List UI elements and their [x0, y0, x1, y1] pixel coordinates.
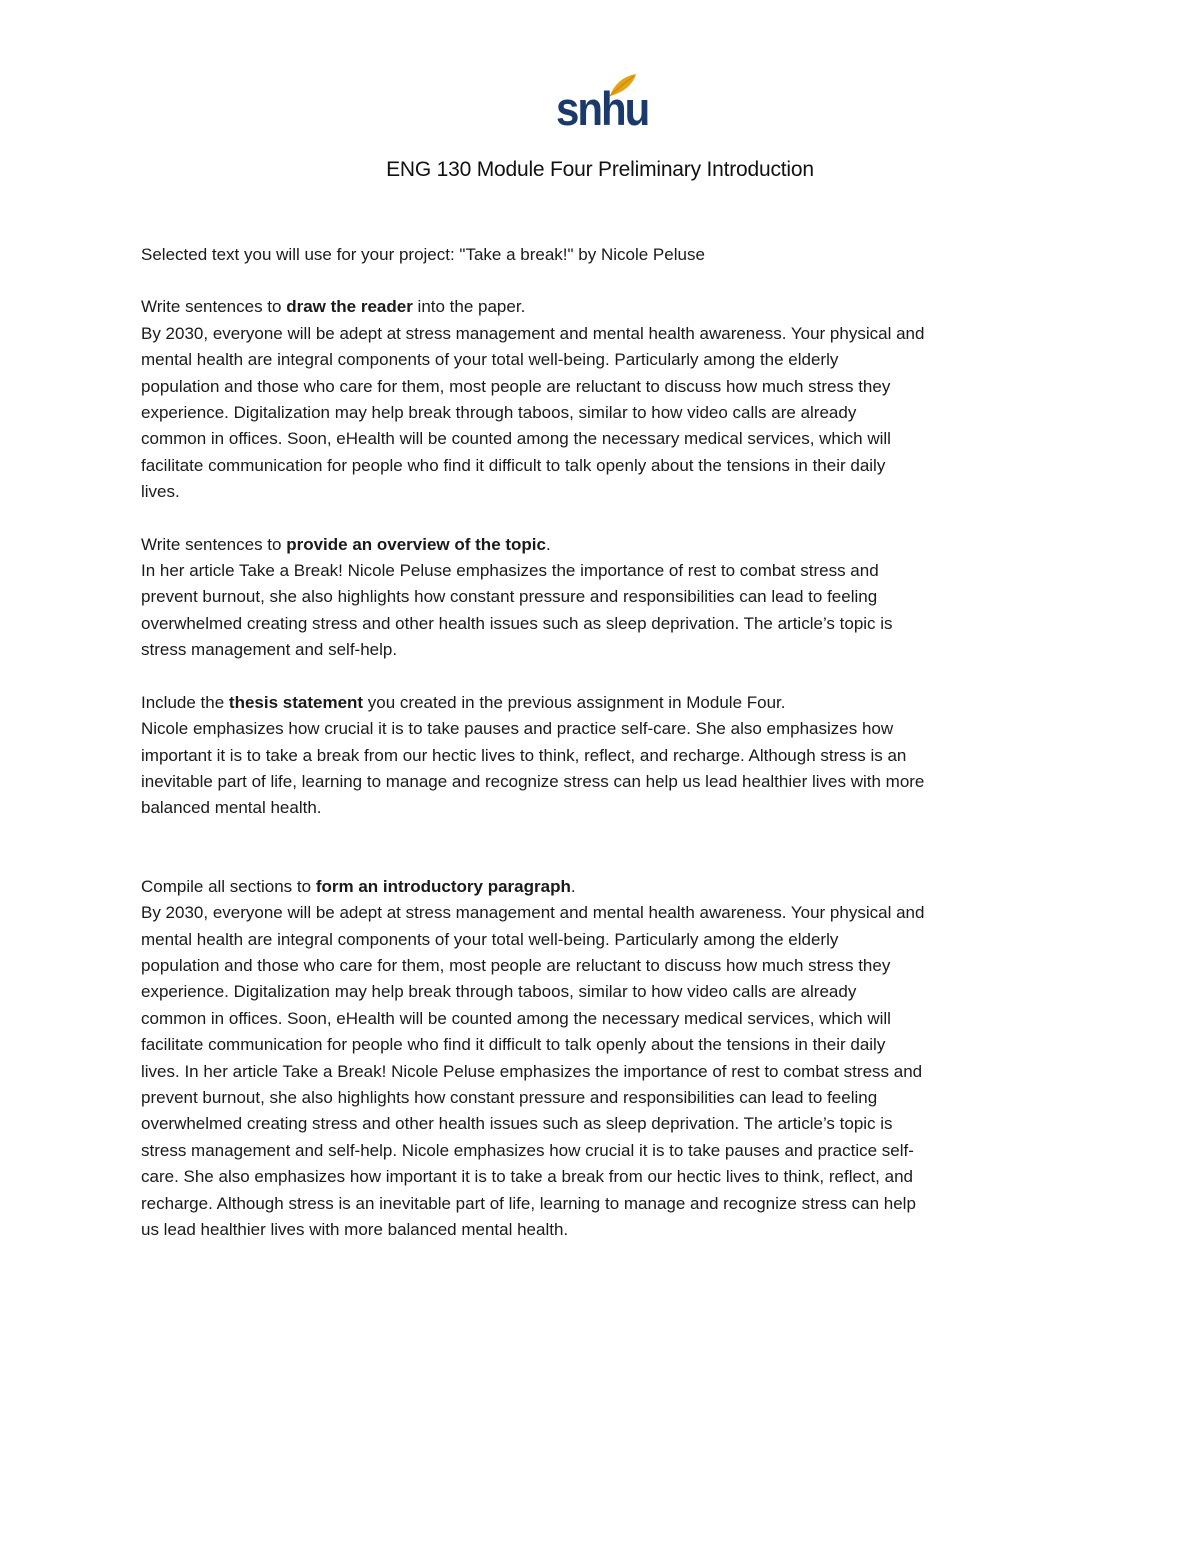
snhu-logo — [552, 72, 649, 136]
section1-prompt-bold: draw the reader — [286, 297, 413, 317]
spacer — [141, 822, 1061, 874]
section1-line: facilitate communication for people who find it difficult to talk openly about the tensions in their daily — [141, 455, 886, 475]
section1-text — [141, 321, 1061, 506]
section4-text — [141, 900, 1061, 1243]
section2-prompt — [141, 532, 1061, 558]
section3-prompt-post: you created in the previous assignment in Module Four. — [363, 692, 786, 712]
section4-line: us lead healthier lives with more balanced mental health. — [141, 1220, 569, 1239]
section3-line: balanced mental health. — [141, 798, 322, 818]
section2-line: overwhelmed creating stress and other health issues such as sleep deprivation. The article’s topic is — [141, 613, 893, 633]
section3-prompt-pre: Include the — [141, 692, 229, 712]
section3-line: Nicole emphasizes how crucial it is to take pauses and practice self-care. She also emphasizes how — [141, 719, 894, 739]
spacer — [141, 268, 1061, 294]
section3-prompt-bold: thesis statement — [228, 692, 364, 712]
section1-line: By 2030, everyone will be adept at stress management and mental health awareness. Your physical and — [141, 323, 925, 343]
section4-line: care. She also emphasizes how important it is to take a break from our hectic lives to think, reflect, and — [141, 1167, 913, 1187]
section4-prompt-pre: Compile all sections to — [141, 876, 316, 896]
section2-line: stress management and self-help. — [141, 640, 398, 660]
section4-line: population and those who care for them, most people are reluctant to discuss how much stress they — [141, 955, 891, 975]
section1-line: mental health are integral components of your total well-being. Particularly among the elderly — [141, 350, 839, 370]
section2-prompt-pre: Write sentences to — [141, 534, 287, 554]
spacer — [141, 664, 1061, 690]
logo-wordmark: snhu — [556, 82, 649, 136]
section4-line: prevent burnout, she also highlights how constant pressure and responsibilities can lead to feeling — [141, 1087, 878, 1107]
section4-line: stress management and self-help. Nicole emphasizes how crucial it is to take pauses and practice self- — [141, 1140, 914, 1160]
section1-line: lives. — [141, 482, 180, 502]
section4-prompt — [141, 874, 1061, 900]
section4-line: common in offices. Soon, eHealth will be counted among the necessary medical services, which will — [141, 1008, 891, 1028]
section2-line: In her article Take a Break! Nicole Peluse emphasizes the importance of rest to combat stress and — [141, 561, 879, 581]
section2-prompt-bold: provide an overview of the topic — [286, 534, 546, 554]
section2-prompt-post: . — [545, 534, 551, 554]
section1-line: experience. Digitalization may help break through taboos, similar to how video calls are already — [141, 403, 857, 423]
section3-text — [141, 716, 1061, 822]
section3-prompt — [141, 690, 1061, 716]
section4-line: facilitate communication for people who find it difficult to talk openly about the tensions in their daily — [141, 1035, 886, 1055]
section1-line: common in offices. Soon, eHealth will be counted among the necessary medical services, which will — [141, 429, 891, 449]
section2-text — [141, 558, 1061, 664]
section1-prompt-post: into the paper. — [412, 297, 526, 317]
section1-line: population and those who care for them, most people are reluctant to discuss how much stress they — [141, 376, 891, 396]
section4-line: mental health are integral components of your total well-being. Particularly among the elderly — [141, 929, 839, 949]
section4-line: By 2030, everyone will be adept at stress management and mental health awareness. Your physical and — [141, 903, 925, 923]
section4-prompt-post: . — [570, 876, 576, 896]
section2-line: prevent burnout, she also highlights how constant pressure and responsibilities can lead to feeling — [141, 587, 878, 607]
selected-text-line: Selected text you will use for your project: "Take a break!" by Nicole Peluse — [141, 245, 705, 264]
page-title: ENG 130 Module Four Preliminary Introduction — [386, 158, 814, 181]
document-body — [141, 242, 1061, 1243]
section4-prompt-bold: form an introductory paragraph — [315, 876, 571, 896]
section3-line: inevitable part of life, learning to manage and recognize stress can help us lead healthier lives with more — [141, 771, 925, 791]
section4-line: lives. In her article Take a Break! Nicole Peluse emphasizes the importance of rest to combat stress and — [141, 1061, 923, 1081]
section1-prompt-pre: Write sentences to — [141, 297, 287, 317]
section4-line: overwhelmed creating stress and other health issues such as sleep deprivation. The article’s topic is — [141, 1114, 893, 1134]
section4-line: experience. Digitalization may help break through taboos, similar to how video calls are already — [141, 982, 857, 1002]
spacer — [141, 506, 1061, 532]
section4-line: recharge. Although stress is an inevitable part of life, learning to manage and recognize stress can help — [141, 1193, 916, 1213]
section3-line: important it is to take a break from our hectic lives to think, reflect, and recharge. Although stress is an — [141, 745, 907, 765]
section1-prompt — [141, 294, 1061, 320]
